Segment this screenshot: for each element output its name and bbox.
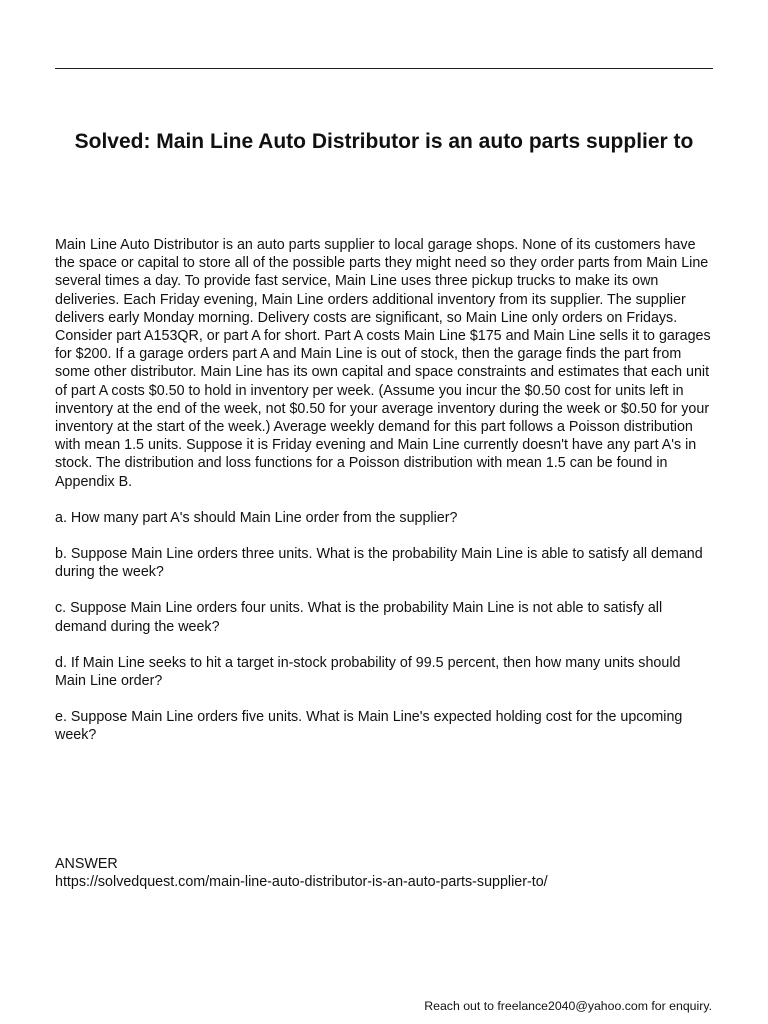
answer-section bbox=[55, 855, 715, 891]
top-divider bbox=[55, 68, 713, 69]
page-title: Solved: Main Line Auto Distributor is an auto parts supplier to bbox=[74, 130, 694, 153]
intro-paragraph: Main Line Auto Distributor is an auto parts supplier to local garage shops. None of its customers have the space or capital to store all of the possible parts they might need so they order parts from Main Line several times a day. To provide fast service, Main Line uses three pickup trucks to make its own deliveries. Each Friday evening, Main Line orders additional inventory from its supplier. The supplier delivers early Monday morning. Delivery costs are significant, so Main Line only orders on Fridays. Consider part A153QR, or part A for short. Part A costs Main Line $175 and Main Line sells it to garages for $200. If a garage orders part A and Main Line is out of stock, then the garage finds the part from some other distributor. Main Line has its own capital and space constraints and estimates that each unit of part A costs $0.50 to hold in inventory per week. (Assume you incur the $0.50 cost for units left in inventory at the end of the week, not $0.50 for your average inventory during the week or $0.50 for your inventory at the start of the week.) Average weekly demand for this part follows a Poisson distribution with mean 1.5 units. Suppose it is Friday evening and Main Line currently doesn't have any part A's in stock. The distribution and loss functions for a Poisson distribution with mean 1.5 can be found in Appendix B. bbox=[55, 237, 711, 490]
question-b: b. Suppose Main Line orders three units. What is the probability Main Line is able to satisfy all demand during the week? bbox=[55, 546, 703, 581]
footer-contact: Reach out to freelance2040@yahoo.com for enquiry. bbox=[424, 999, 712, 1013]
question-d: d. If Main Line seeks to hit a target in-stock probability of 99.5 percent, then how many units should Main Line order? bbox=[55, 654, 681, 690]
question-a: a. How many part A's should Main Line order from the supplier? bbox=[55, 509, 458, 526]
question-c: c. Suppose Main Line orders four units. What is the probability Main Line is not able to satisfy all demand during the week? bbox=[55, 600, 663, 635]
question-e: e. Suppose Main Line orders five units. What is Main Line's expected holding cost for the upcoming week? bbox=[55, 709, 683, 744]
problem-body bbox=[55, 236, 715, 763]
answer-label: ANSWER bbox=[55, 856, 118, 872]
answer-link[interactable]: https://solvedquest.com/main-line-auto-distributor-is-an-auto-parts-supplier-to/ bbox=[55, 874, 548, 891]
